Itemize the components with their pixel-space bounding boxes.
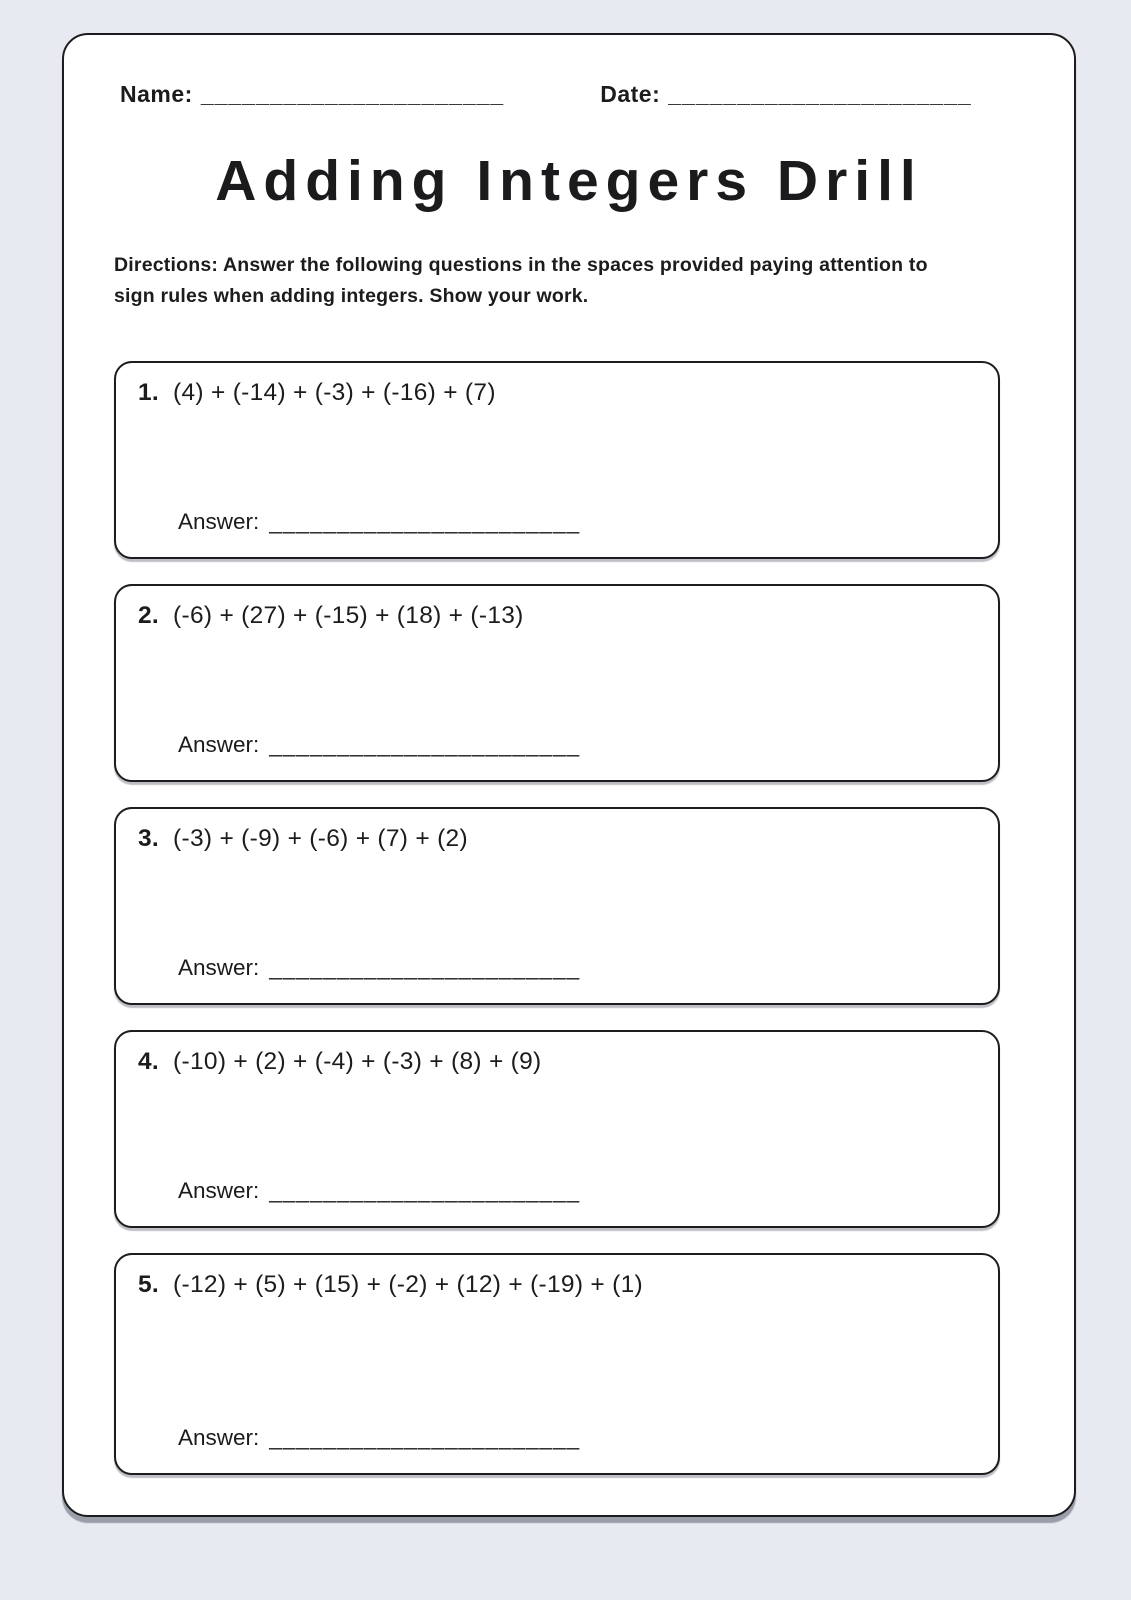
problem-number: 3. [138, 824, 160, 852]
problem-expression: (-3) + (-9) + (-6) + (7) + (2) [173, 824, 468, 852]
date-label: Date: [600, 81, 661, 107]
problem-expression: (-12) + (5) + (15) + (-2) + (12) + (-19) + (1) [173, 1270, 643, 1298]
answer-blank[interactable]: _______________________ [269, 1424, 581, 1450]
worksheet-page [62, 33, 1076, 1517]
answer-row [178, 1178, 580, 1204]
name-label: Name: [120, 81, 193, 107]
answer-blank[interactable]: _______________________ [269, 954, 581, 980]
problem-box-3 [114, 807, 1000, 1005]
problem-row [116, 1255, 998, 1299]
problem-row [116, 809, 998, 853]
answer-label: Answer: [178, 508, 260, 534]
problem-box-4 [114, 1030, 1000, 1228]
answer-label: Answer: [178, 731, 260, 757]
problem-box-1 [114, 361, 1000, 559]
problem-expression: (-6) + (27) + (-15) + (18) + (-13) [173, 601, 524, 629]
problem-expression: (-10) + (2) + (-4) + (-3) + (8) + (9) [173, 1047, 542, 1075]
answer-row [178, 1425, 580, 1451]
name-blank[interactable]: ______________________ [200, 81, 505, 107]
date-blank[interactable]: ______________________ [668, 81, 972, 107]
problem-box-2 [114, 584, 1000, 782]
answer-blank[interactable]: _______________________ [269, 1177, 581, 1203]
problem-list [64, 361, 1074, 1475]
directions-text: Directions: Answer the following questions in the spaces provided paying attention to sign rules when adding integers. Show your work. [114, 254, 928, 307]
problem-row [116, 586, 998, 630]
problem-number: 1. [138, 378, 160, 406]
answer-row [178, 955, 580, 981]
problem-number: 4. [138, 1047, 160, 1075]
problem-number: 5. [138, 1270, 160, 1298]
problem-expression: (4) + (-14) + (-3) + (-16) + (7) [173, 378, 496, 406]
problem-number: 2. [138, 601, 160, 629]
problem-row [116, 363, 998, 407]
answer-row [178, 509, 580, 535]
page-title: Adding Integers Drill [215, 149, 923, 213]
answer-label: Answer: [178, 954, 260, 980]
answer-row [178, 732, 580, 758]
answer-label: Answer: [178, 1177, 260, 1203]
answer-blank[interactable]: _______________________ [269, 731, 581, 757]
answer-label: Answer: [178, 1424, 260, 1450]
answer-blank[interactable]: _______________________ [269, 508, 581, 534]
problem-box-5 [114, 1253, 1000, 1475]
problem-row [116, 1032, 998, 1076]
name-date-row [120, 81, 1018, 108]
